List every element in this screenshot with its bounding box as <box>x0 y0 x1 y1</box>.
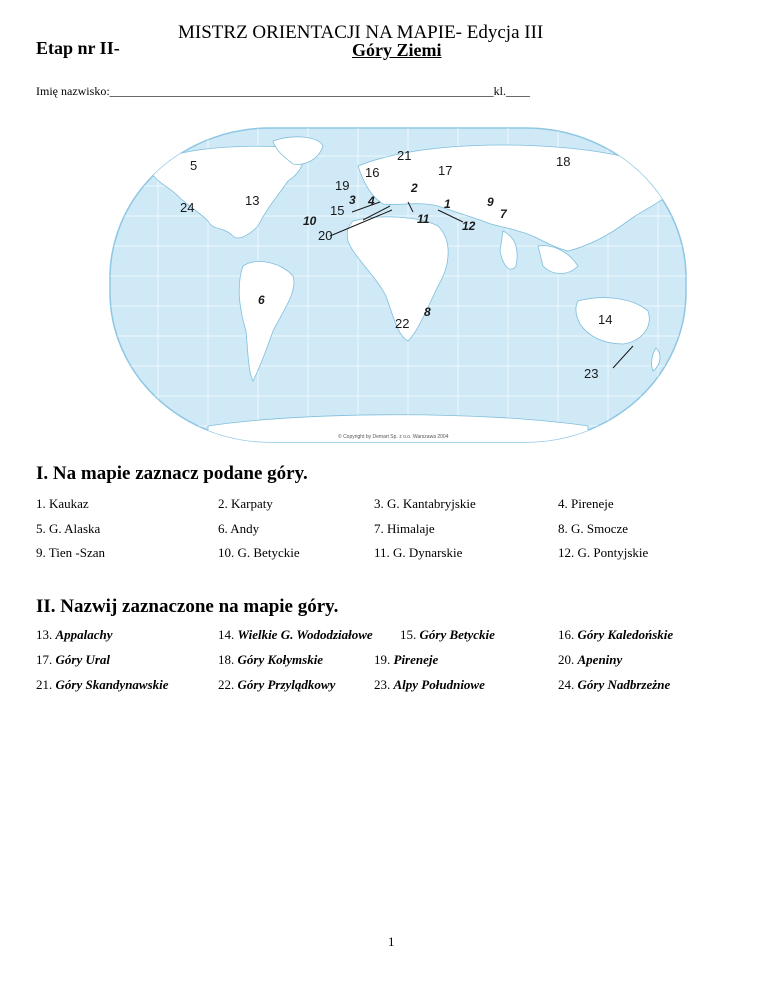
map-credit: © Copyright by Demart Sp. z o.o. Warszawa 2004 <box>338 434 449 440</box>
list-item: 6. Andy <box>218 521 260 536</box>
list-item: 10. G. Betyckie <box>218 545 300 560</box>
list-item: 9. Tien -Szan <box>36 545 105 560</box>
map-label-13: 13 <box>245 193 260 208</box>
section1-title: I. Na mapie zaznacz podane góry. <box>36 463 308 484</box>
list-item: 13. Appalachy <box>36 627 113 642</box>
section1-row <box>36 496 746 516</box>
list-item: 11. G. Dynarskie <box>374 545 463 560</box>
list-item: 16. Góry Kaledońskie <box>558 627 674 642</box>
map-label-15: 15 <box>330 203 345 218</box>
list-item: 4. Pireneje <box>558 496 614 511</box>
list-item: 22. Góry Przylądkowy <box>218 677 336 692</box>
page-number: 1 <box>388 934 395 949</box>
list-item: 14. Wielkie G. Wododziałowe <box>218 627 373 642</box>
section2-row <box>36 652 746 672</box>
list-item: 24. Góry Nadbrzeżne <box>558 677 671 692</box>
map-label-8: 8 <box>424 305 431 319</box>
stage-label: Etap nr II- <box>36 38 120 58</box>
map-label-5: 5 <box>190 158 198 173</box>
section2-title: II. Nazwij zaznaczone na mapie góry. <box>36 596 339 617</box>
list-item: 2. Karpaty <box>218 496 273 511</box>
map-label-23: 23 <box>584 366 599 381</box>
section2-row <box>36 627 746 647</box>
list-item: 15. Góry Betyckie <box>400 627 495 642</box>
map-label-12: 12 <box>462 219 476 233</box>
list-item: 1. Kaukaz <box>36 496 89 511</box>
list-item: 21. Góry Skandynawskie <box>36 677 169 692</box>
list-item: 12. G. Pontyjskie <box>558 545 649 560</box>
list-item: 8. G. Smocze <box>558 521 629 536</box>
section1-row <box>36 521 746 541</box>
map-label-14: 14 <box>598 312 613 327</box>
map-label-6: 6 <box>258 293 265 307</box>
world-map <box>108 126 688 444</box>
list-item: 19. Pireneje <box>374 652 439 667</box>
map-label-16: 16 <box>365 165 380 180</box>
map-label-18: 18 <box>556 154 571 169</box>
map-label-22: 22 <box>395 316 410 331</box>
section2-row <box>36 677 746 697</box>
map-label-10: 10 <box>303 214 317 228</box>
list-item: 18. Góry Kołymskie <box>218 652 324 667</box>
name-class-line[interactable]: Imię nazwisko:________________________________________________________________kl.____ <box>36 84 530 98</box>
list-item: 20. Apeniny <box>558 652 623 667</box>
list-item: 5. G. Alaska <box>36 521 101 536</box>
map-label-17: 17 <box>438 163 453 178</box>
map-label-9: 9 <box>487 195 494 209</box>
map-label-21: 21 <box>397 148 412 163</box>
map-label-2: 2 <box>411 181 418 195</box>
map-label-11: 11 <box>417 212 430 226</box>
document-title: MISTRZ ORIENTACJI NA MAPIE- Edycja III <box>178 22 544 43</box>
list-item: 3. G. Kantabryjskie <box>374 496 476 511</box>
map-label-20: 20 <box>318 228 333 243</box>
list-item: 23. Alpy Południowe <box>374 677 485 692</box>
map-label-19: 19 <box>335 178 350 193</box>
list-item: 7. Himalaje <box>374 521 435 536</box>
map-label-1: 1 <box>444 197 451 211</box>
map-label-3: 3 <box>349 193 356 207</box>
map-label-7: 7 <box>500 207 507 221</box>
document-subtitle: Góry Ziemi <box>352 40 442 60</box>
map-label-4: 4 <box>368 194 375 208</box>
list-item: 17. Góry Ural <box>36 652 111 667</box>
map-label-24: 24 <box>180 200 195 215</box>
section1-row <box>36 545 746 565</box>
